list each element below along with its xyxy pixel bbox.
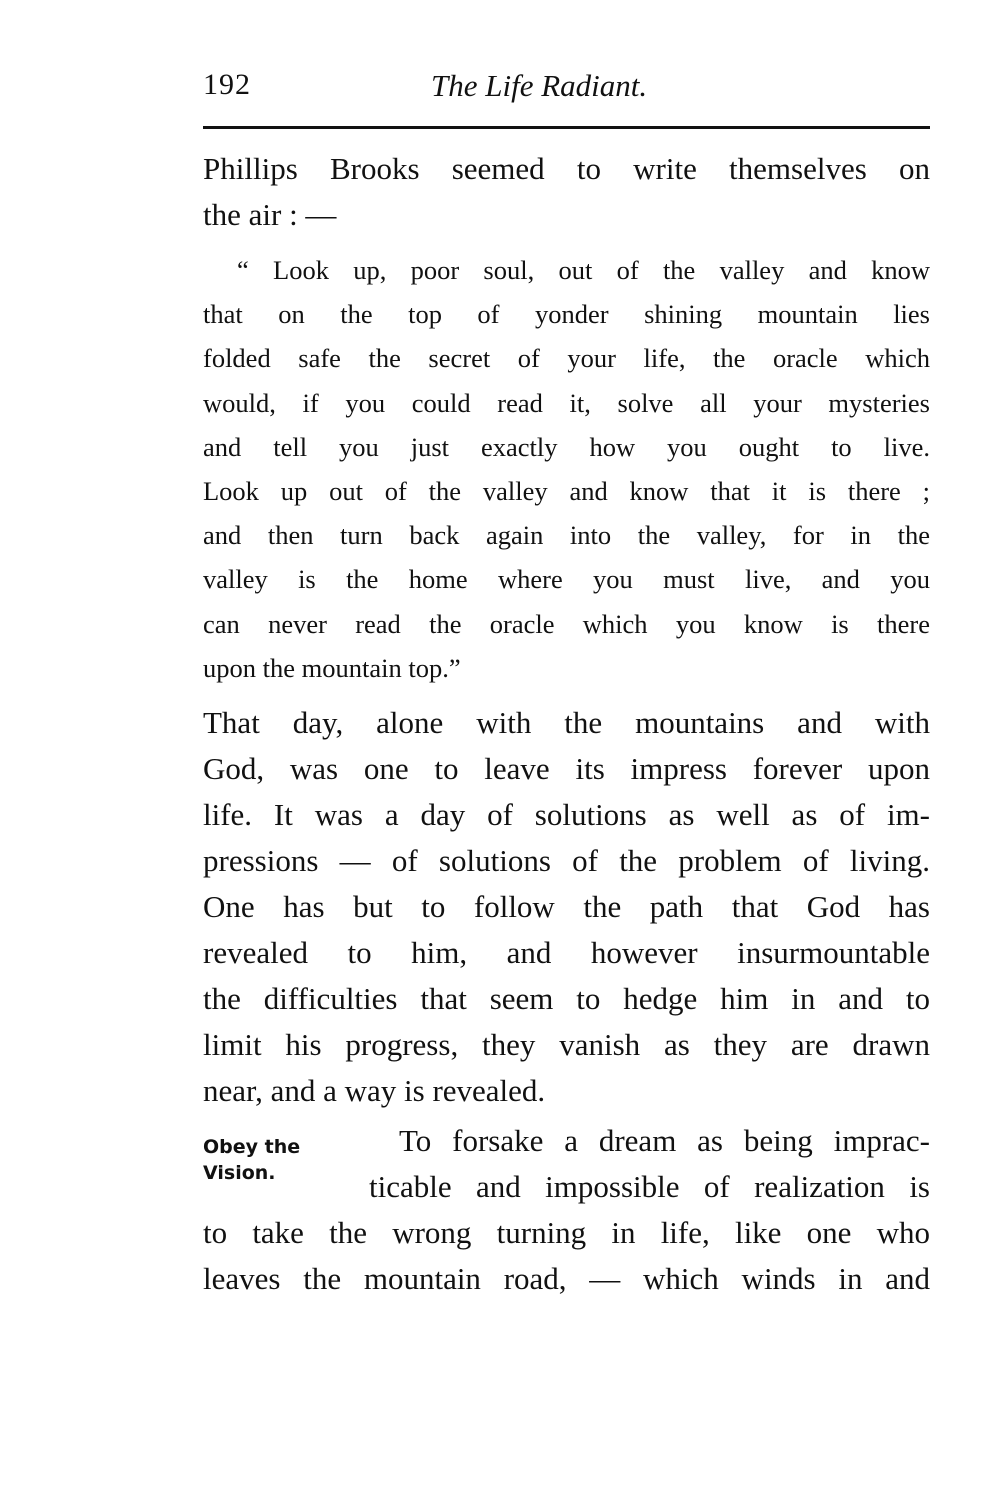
text-line: One has but to follow the path that God has (203, 889, 930, 924)
text-line: valley is the home where you must live, and you (203, 564, 930, 595)
intro-paragraph (203, 146, 930, 238)
running-title: The Life Radiant. (431, 68, 648, 103)
text-line: “ Look up, poor soul, out of the valley and know (237, 255, 930, 285)
text-line: life. It was a day of solutions as well as of im- (203, 797, 930, 832)
text-line: Phillips Brooks seemed to write themselves on (203, 151, 930, 186)
page-header (203, 64, 930, 112)
text-line: the difficulties that seem to hedge him in and to (203, 981, 930, 1016)
text-line: to take the wrong turning in life, like one who (203, 1215, 930, 1250)
block-quote (203, 248, 930, 690)
text-line: To forsake a dream as being imprac- (399, 1123, 930, 1158)
text-line: God, was one to leave its impress forever upon (203, 751, 930, 786)
text-line: the air : — (203, 197, 337, 232)
side-note-line: Vision. (203, 1162, 276, 1184)
body-paragraph (203, 1118, 930, 1302)
side-note-line: Obey the (203, 1136, 301, 1158)
text-line: revealed to him, and however insurmountable (203, 935, 930, 970)
text-line: upon the mountain top.” (203, 652, 461, 683)
header-rule (203, 126, 930, 129)
text-line: folded safe the secret of your life, the oracle which (203, 343, 930, 374)
text-line: That day, alone with the mountains and with (203, 705, 930, 740)
text-line: limit his progress, they vanish as they are drawn (203, 1027, 930, 1062)
text-line: can never read the oracle which you know is there (203, 608, 930, 639)
text-line: that on the top of yonder shining mountain lies (203, 299, 930, 330)
text-line: and tell you just exactly how you ought to live. (203, 431, 930, 462)
text-line: would, if you could read it, solve all your mysteries (203, 387, 930, 418)
text-line: and then turn back again into the valley, for in the (203, 520, 930, 551)
text-line: near, and a way is revealed. (203, 1073, 546, 1108)
text-line: leaves the mountain road, — which winds in and (203, 1261, 930, 1296)
text-line: ticable and impossible of realization is (369, 1169, 930, 1204)
text-line: Look up out of the valley and know that it is there ; (203, 476, 930, 507)
body-paragraph (203, 700, 930, 1114)
text-line: pressions — of solutions of the problem of living. (203, 843, 930, 878)
page-number: 192 (203, 68, 251, 101)
